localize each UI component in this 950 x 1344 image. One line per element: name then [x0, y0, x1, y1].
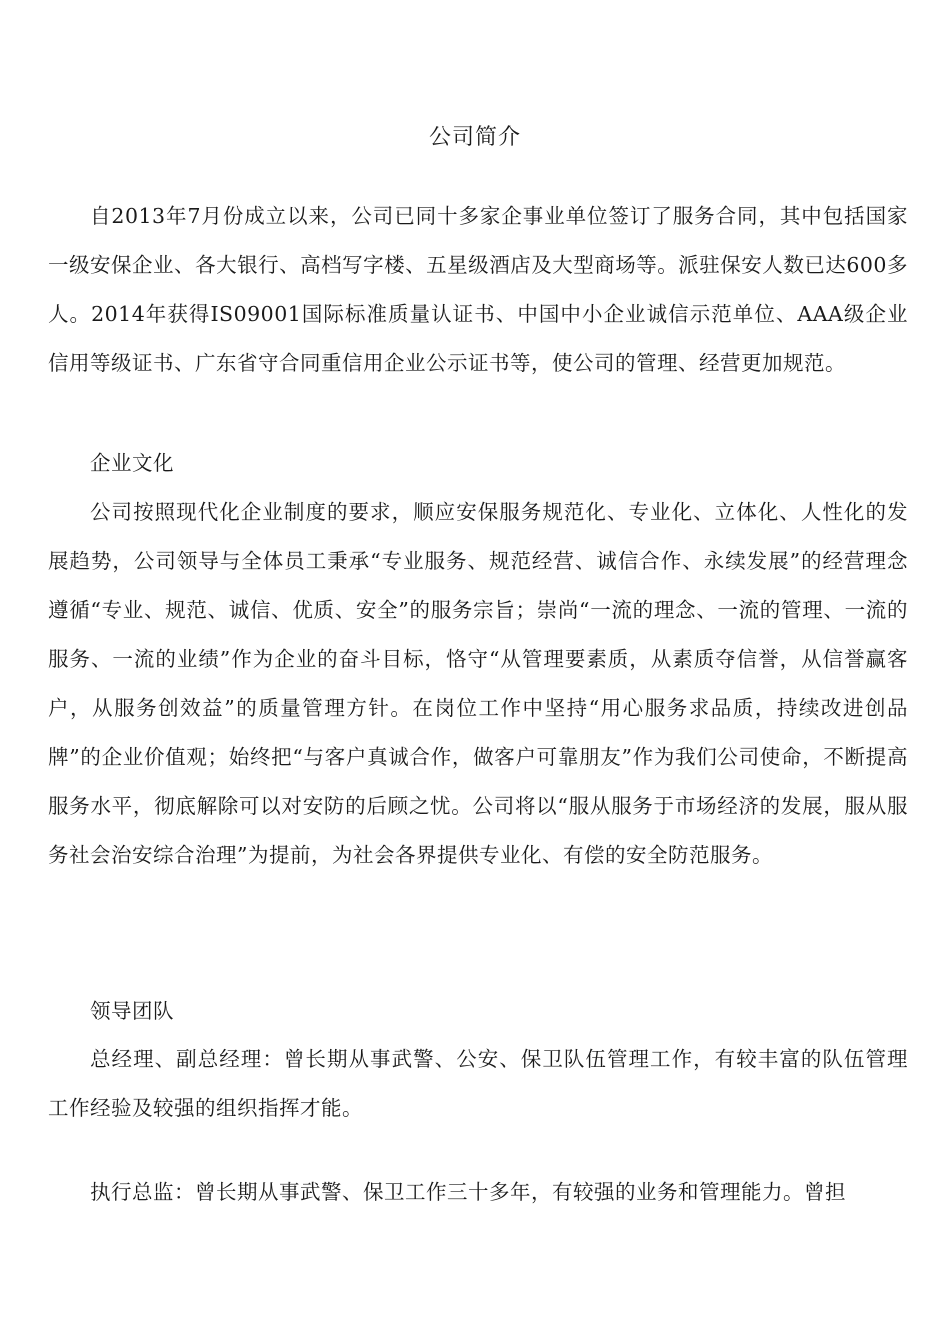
culture-heading: 企业文化 [90, 451, 174, 475]
team-exec-paragraph: 执行总监：曾长期从事武警、保卫工作三十多年，有较强的业务和管理能力。曾担 [90, 1180, 846, 1204]
intro-paragraph: 自2013年7月份成立以来，公司已同十多家企事业单位签订了服务合同，其中包括国家一级安保企业、各大银行、高档写字楼、五星级酒店及大型商场等。派驻保安人数已达600多人。2014年获得IS09001国际标准质量认证书、中国中小企业诚信示范单位、AAA级企业信用等级证书、广东省守合同重信用企业公示证书等，使公司的管理、经营更加规范。 [48, 204, 908, 375]
team-gm-paragraph: 总经理、副总经理：曾长期从事武警、公安、保卫队伍管理工作，有较丰富的队伍管理工作经验及较强的组织指挥才能。 [48, 1047, 908, 1120]
team-heading: 领导团队 [90, 999, 174, 1023]
culture-paragraph: 公司按照现代化企业制度的要求，顺应安保服务规范化、专业化、立体化、人性化的发展趋势，公司领导与全体员工秉承“专业服务、规范经营、诚信合作、永续发展”的经营理念遵循“专业、规范、诚信、优质、安全”的服务宗旨；崇尚“一流的理念、一流的管理、一流的服务、一流的业绩”作为企业的奋斗目标，恪守“从管理要素质，从素质夺信誉，从信誉赢客户，从服务创效益”的质量管理方针。在岗位工作中坚持“用心服务求品质，持续改进创品牌”的企业价值观；始终把“与客户真诚合作，做客户可靠朋友”作为我们公司使命，不断提高服务水平，彻底解除可以对安防的后顾之忧。公司将以“服从服务于市场经济的发展，服从服务社会治安综合治理”为提前，为社会各界提供专业化、有偿的安全防范服务。 [48, 500, 908, 867]
page-title: 公司简介 [428, 125, 521, 150]
